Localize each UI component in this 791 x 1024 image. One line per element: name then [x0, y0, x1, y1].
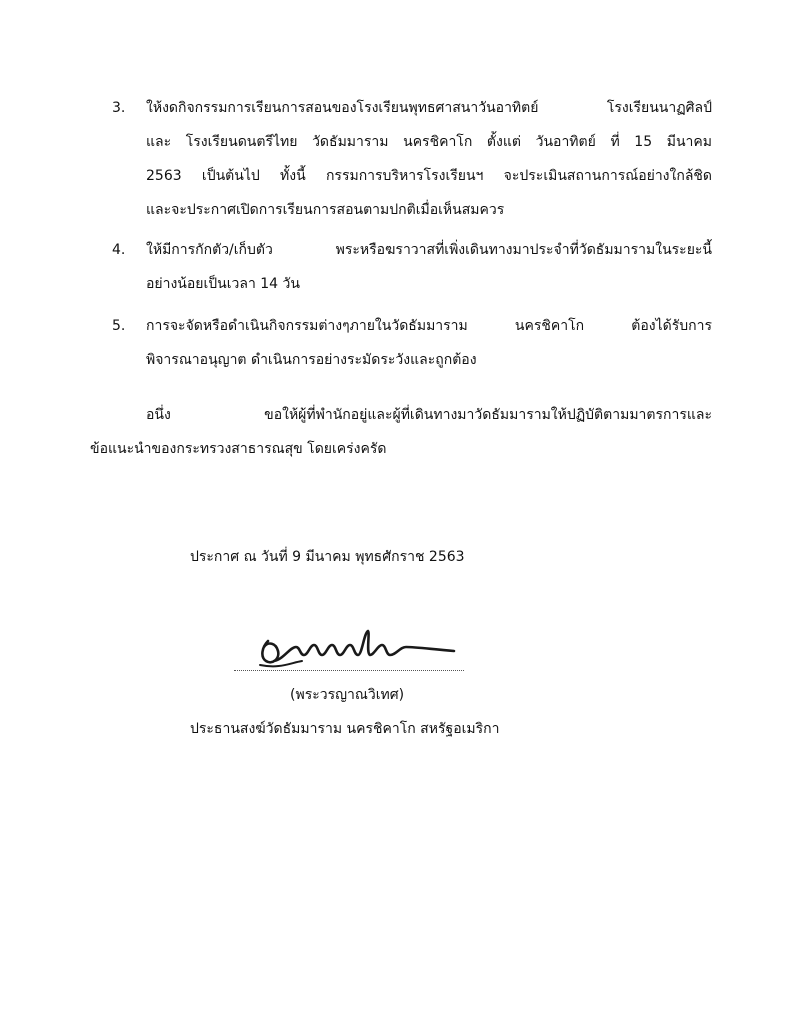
list-item-number: 3.: [112, 100, 126, 116]
list-item-line: และ โรงเรียนดนตรีไทย วัดธัมมาราม นครชิคาโก ตั้งแต่ วันอาทิตย์ ที่ 15 มีนาคม: [146, 134, 712, 150]
list-item-body: [146, 91, 712, 227]
list-item-line: และจะประกาศเปิดการเรียนการสอนตามปกติเมื่อเห็นสมควร: [146, 202, 505, 218]
handwritten-signature: [250, 625, 460, 671]
list-item-number: 4.: [112, 242, 126, 258]
list-item-line: ให้มีการกักตัว/เก็บตัว พระหรือฆราวาสที่เพิ่งเดินทางมาประจำที่วัดธัมมารามในระยะนี้: [146, 242, 712, 258]
signer-title: ประธานสงฆ์วัดธัมมาราม นครชิคาโก สหรัฐอเมริกา: [190, 721, 500, 737]
signer-name: (พระวรญาณวิเทศ): [290, 687, 405, 703]
list-item-3: [112, 91, 712, 227]
list-item-line: อย่างน้อยเป็นเวลา 14 วัน: [146, 276, 300, 292]
announcement-date: ประกาศ ณ วันที่ 9 มีนาคม พุทธศักราช 2563: [190, 549, 465, 565]
list-item-body: [146, 309, 712, 377]
list-item-body: [146, 233, 712, 301]
signature-dotted-line: [234, 670, 464, 671]
closing-line: ข้อแนะนำของกระทรวงสาธารณสุข โดยเคร่งครัด: [90, 441, 387, 457]
closing-paragraph: [90, 398, 712, 466]
list-item-line: การจะจัดหรือดำเนินกิจกรรมต่างๆภายในวัดธัมมาราม นครชิคาโก ต้องได้รับการ: [146, 318, 712, 334]
list-item-line: พิจารณาอนุญาต ดำเนินการอย่างระมัดระวังและถูกต้อง: [146, 352, 477, 368]
list-item-line: 2563 เป็นต้นไป ทั้งนี้ กรรมการบริหารโรงเรียนฯ จะประเมินสถานการณ์อย่างใกล้ชิด: [146, 168, 712, 184]
list-item-number: 5.: [112, 318, 126, 334]
list-item-5: [112, 309, 712, 377]
closing-line: อนึ่ง ขอให้ผู้ที่พำนักอยู่และผู้ที่เดินทางมาวัดธัมมารามให้ปฏิบัติตามมาตรการและ: [146, 407, 712, 423]
list-item-line: ให้งดกิจกรรมการเรียนการสอนของโรงเรียนพุทธศาสนาวันอาทิตย์ โรงเรียนนาฏศิลป์: [146, 100, 712, 116]
list-item-4: [112, 233, 712, 301]
